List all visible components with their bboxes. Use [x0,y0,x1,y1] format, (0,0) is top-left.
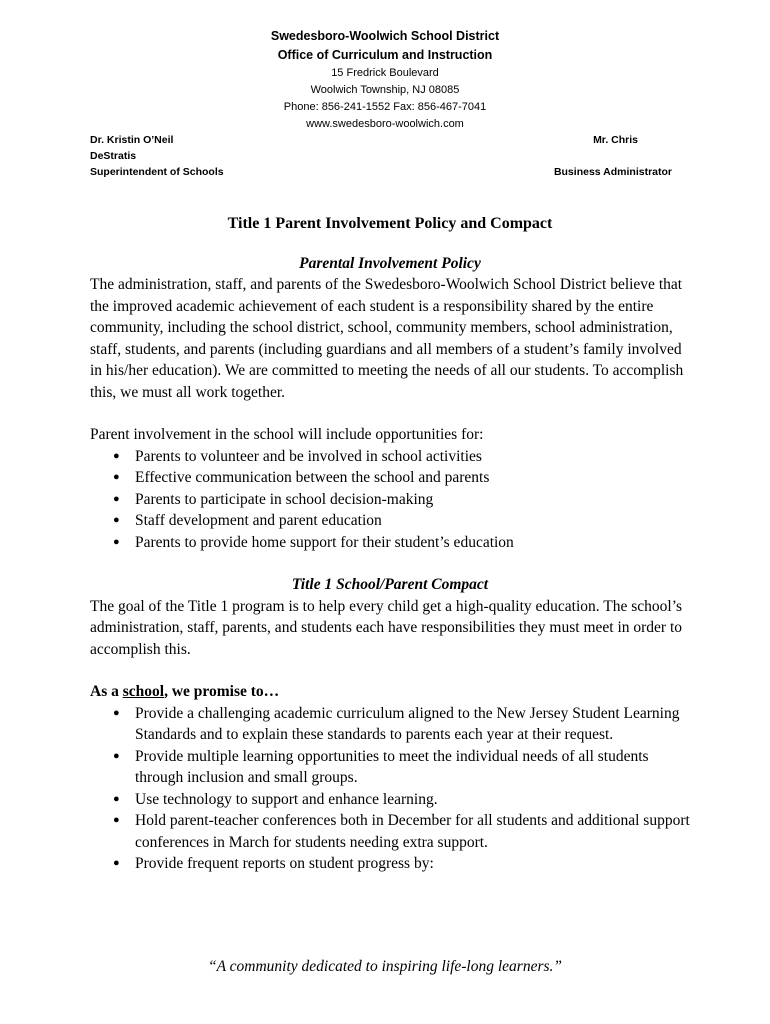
promise-prefix: As a [90,683,123,700]
address-line-2: Woolwich Township, NJ 08085 [310,84,460,96]
footer-motto: “A community dedicated to inspiring life-long learners.” [207,958,563,975]
list-item: ● Provide frequent reports on student progress by: [135,853,690,875]
letterhead [0,27,770,133]
document-title: Title 1 Parent Involvement Policy and Compact [227,215,553,232]
involvement-intro: Parent involvement in the school will include opportunities for: [90,426,484,443]
compact-paragraph: The goal of the Title 1 program is to help every child get a high-quality education. The school’s administration, staff, parents, and students each have responsibilities they must meet in order to accomplish this. [90,597,683,658]
compact-heading: Title 1 School/Parent Compact [291,576,489,593]
promise-subject: school [122,683,165,700]
list-item: ● Hold parent-teacher conferences both in December for all students and additional support conferences in March for students needing extra support. [135,810,690,853]
website: www.swedesboro-woolwich.com [306,118,464,130]
document-body [90,213,690,875]
list-item: ● Use technology to support and enhance learning. [135,789,690,811]
list-item: ● Parents to volunteer and be involved in school activities [135,446,690,468]
promise-heading [90,681,690,703]
phone-fax: Phone: 856-241-1552 Fax: 856-467-7041 [283,101,487,113]
list-item: ● Parents to provide home support for their student’s education [135,532,690,554]
policy-paragraph: The administration, staff, and parents of the Swedesboro-Woolwich School District believe that the improved academic achievement of each student is a responsibility shared by the entire community, including the school district, school, community members, school administration, staff, students, and parents (including guardians and all members of a student’s family involved in his/her education). We are committed to meeting the needs of all our students. To accomplish this, we must all work together. [90,276,684,401]
superintendent-name-line1: Dr. Kristin O’Neil [90,134,174,146]
list-item: ● Provide a challenging academic curriculum aligned to the New Jersey Student Learning Standards and to explain these standards to parents each year at their request. [135,703,690,746]
business-admin-title: Business Administrator [553,166,672,178]
district-name: Swedesboro-Woolwich School District [270,29,500,43]
superintendent-block [90,132,224,180]
promise-list [90,703,690,875]
superintendent-title: Superintendent of Schools [90,166,224,178]
list-item: ● Staff development and parent education [135,510,690,532]
list-item: ● Effective communication between the school and parents [135,467,690,489]
business-admin-name: Mr. Chris [593,134,638,146]
list-item: ● Parents to participate in school decision-making [135,489,690,511]
superintendent-name-line2: DeStratis [90,150,137,162]
office-name: Office of Curriculum and Instruction [277,48,493,62]
list-item: ● Provide multiple learning opportunities to meet the individual needs of all students through inclusion and small groups. [135,746,690,789]
promise-suffix: , we promise to… [164,683,280,700]
policy-heading: Parental Involvement Policy [299,254,481,272]
address-line-1: 15 Fredrick Boulevard [331,67,439,79]
involvement-list [90,446,690,554]
